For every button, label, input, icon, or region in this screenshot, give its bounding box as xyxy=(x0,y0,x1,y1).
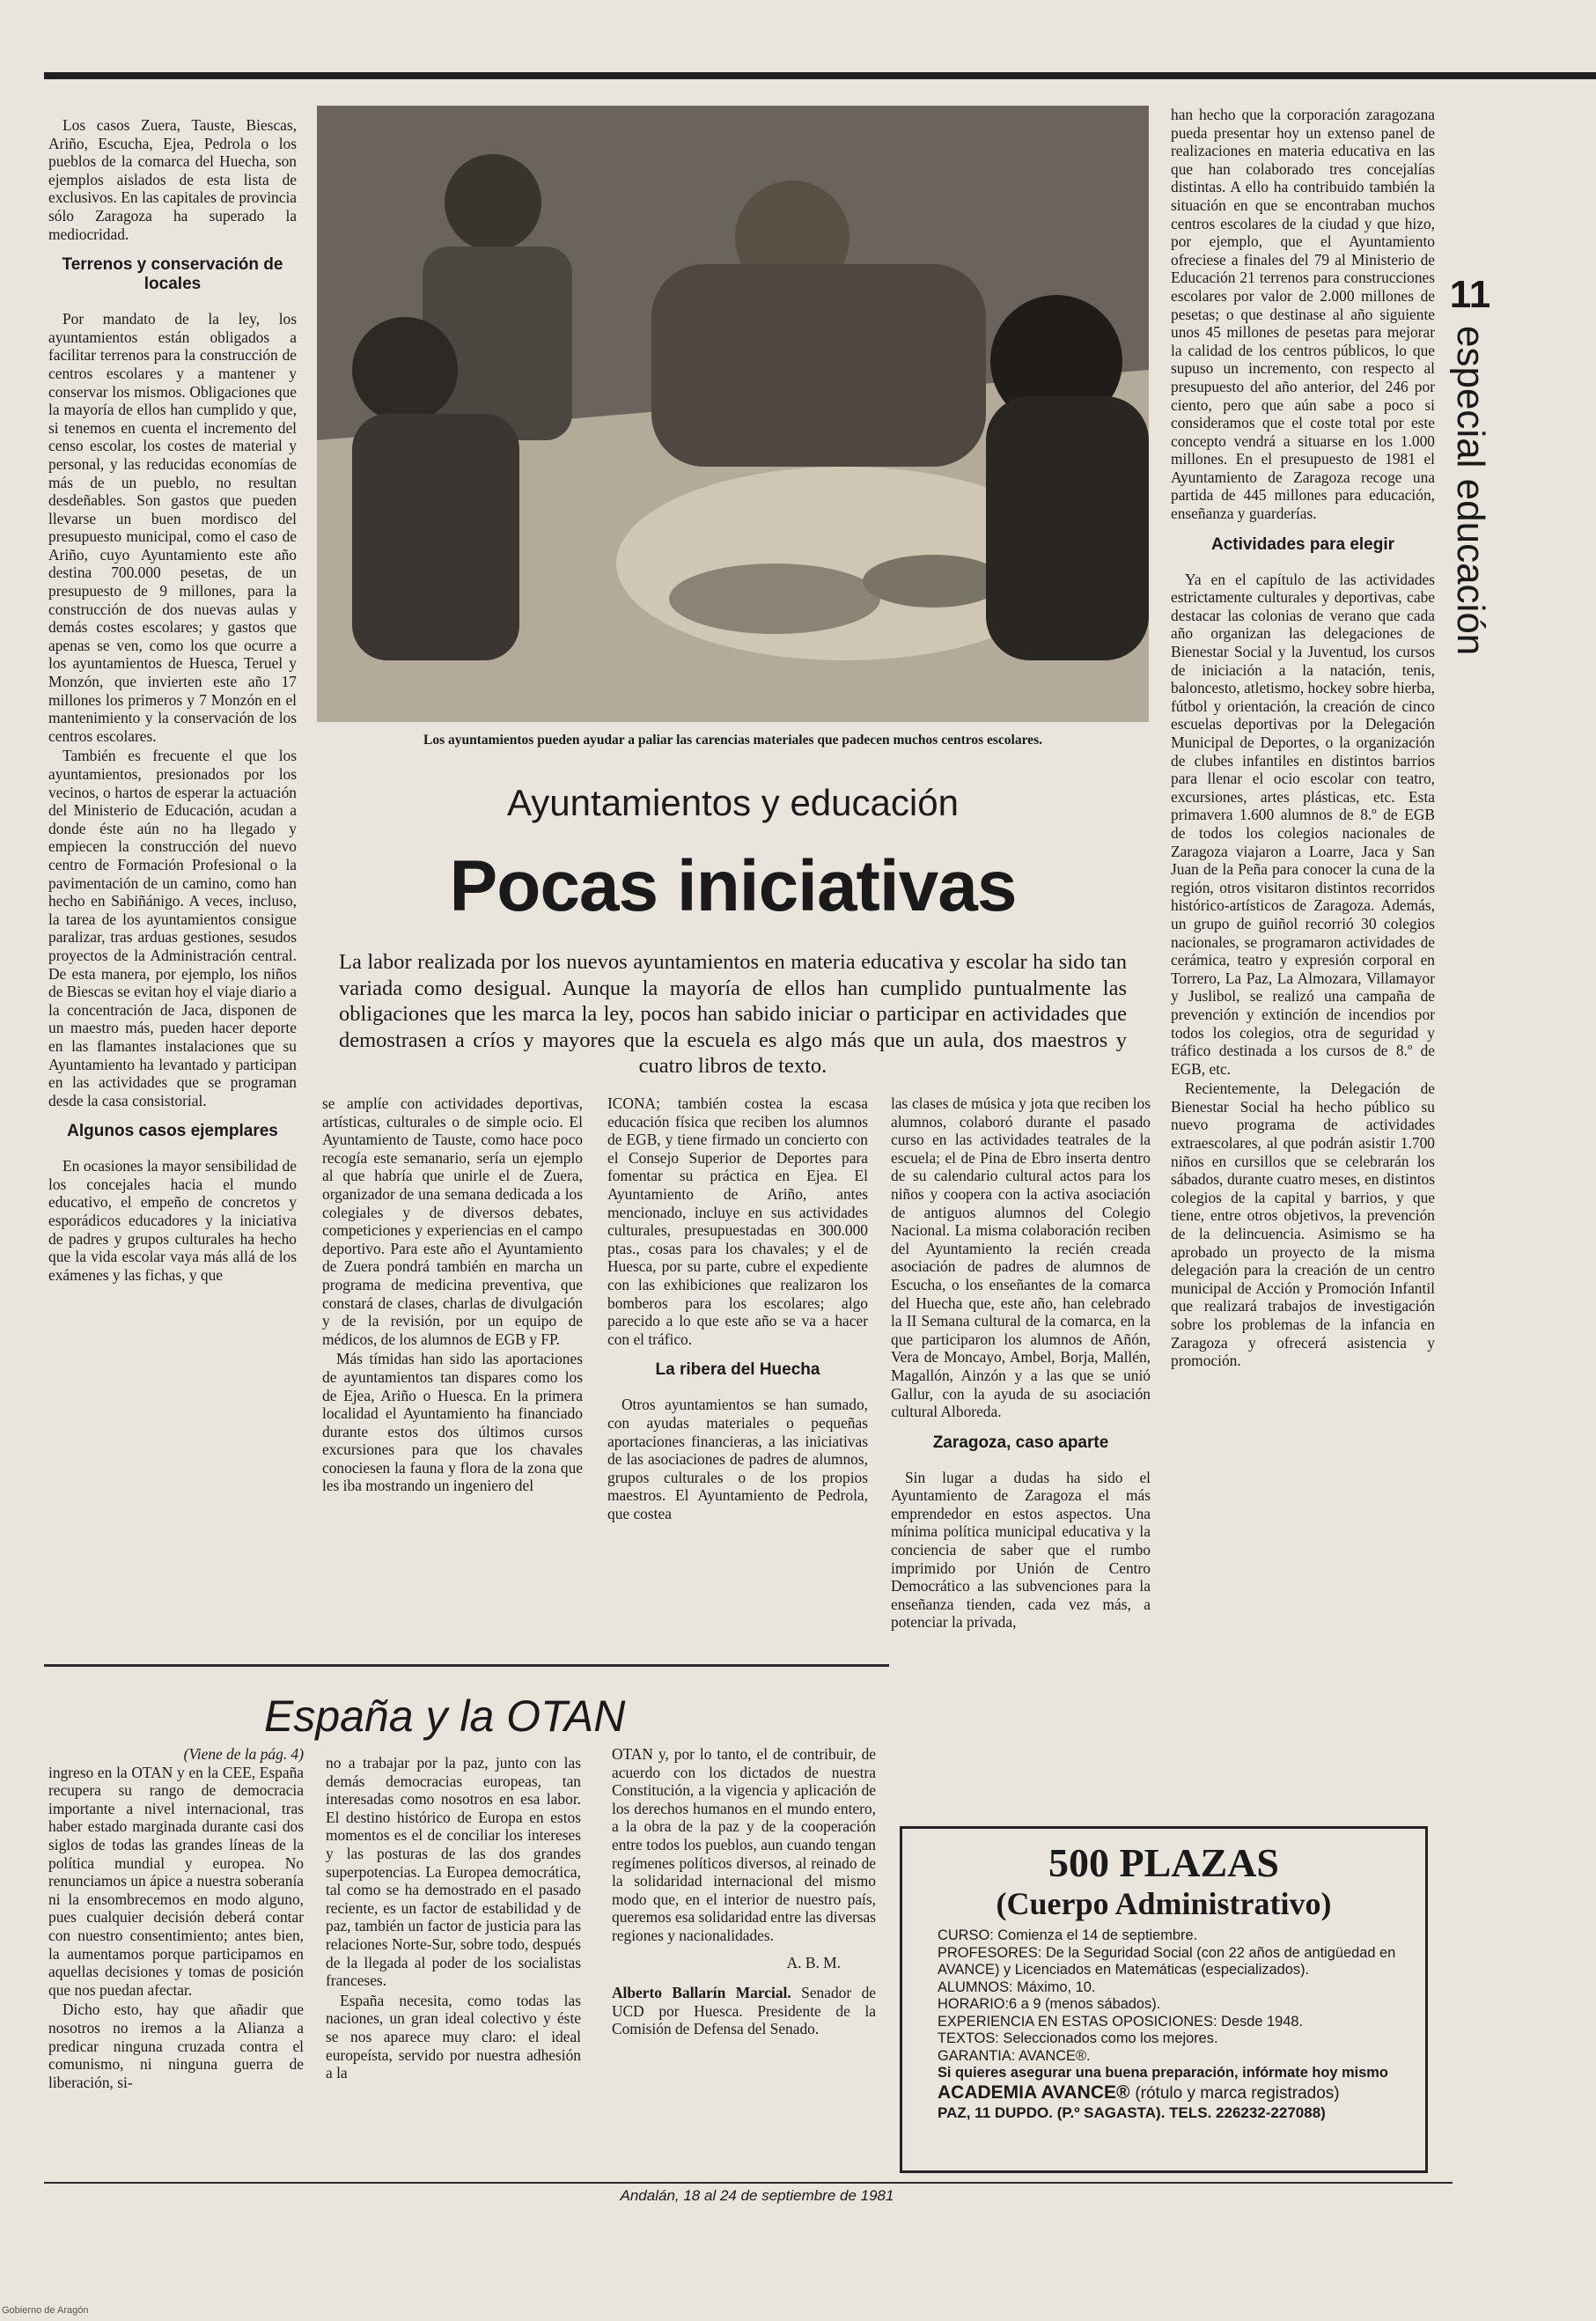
otan-paragraph: Dicho esto, hay que añadir que nosotros no iremos a la Alianza a predicar ninguna cruzada contra el comunismo, ni ninguna guerra de liberación, si- xyxy=(48,2000,304,2091)
otan-paragraph: ingreso en la OTAN y en la CEE, España recupera su rango de democracia importante a nivel internacional, tras haber estado marginada durante casi dos siglos de todas las grandes líneas de la política mundial y europea. No renunciamos un ápice a nuestra soberanía ni la ensombrecemos en modo alguno, pues cualquier decisión deberá contar con nuestro consentimiento; antes bien, la aumentamos porque participamos en aquellas decisiones y tomas de posición que nos puedan afectar. xyxy=(48,1763,304,1999)
ad-line: TEXTOS: Seleccionados como los mejores. xyxy=(938,2030,1218,2046)
ad-line: CURSO: Comienza el 14 de septiembre. xyxy=(938,1927,1198,1943)
initials-signature: A. B. M. xyxy=(786,1953,841,1971)
otan-column-2 xyxy=(326,1754,581,2084)
page-footer: Andalán, 18 al 24 de septiembre de 1981 xyxy=(620,2187,894,2204)
col1-paragraph: En ocasiones la mayor sensibilidad de los concejales hacia el mundo educativo, el empeño de concretos y esporádicos educadores y la iniciativa de padres y grupos culturales ha hecho que la vida escolar vaya más allá de los exámenes y las fichas, y que xyxy=(48,1157,297,1284)
ad-line: HORARIO:6 a 9 (menos sábados). xyxy=(938,1996,1161,2012)
ad-line: Si quieres asegurar una buena preparación, infórmate hoy mismo xyxy=(938,2065,1388,2081)
section-divider xyxy=(44,1664,889,1667)
col4-paragraph: Sin lugar a dudas ha sido el Ayuntamiento de Zaragoza el más emprendedor en estos aspectos. Una mínima política municipal educativa y la conciencia de saber que el rumbo imprimido por Unión de Centro Democrático a las subvenciones para la enseñanza tienden, cada vez más, a potenciar la privada, xyxy=(891,1468,1151,1632)
subheading-ribera: La ribera del Huecha xyxy=(655,1360,820,1380)
col5-paragraph: Recientemente, la Delegación de Bienestar Social ha hecho público su nuevo programa de actividades extraescolares, al que podrán asistir 1.700 niños en cursillos que se celebrarán los sábados, durante cuatro meses, en distintos colegios de la capital y barrios, y que tiene, entre otros objetivos, la prevención de la delincuencia. Asimismo se ha aprobado un proyecto de la misma delegación para la creación de un centro municipal de Acción y Promoción Infantil que realizará trabajos de investigación sobre los problemas de la infancia en Zaragoza y ofrecerá asistencia y promoción. xyxy=(1171,1079,1435,1370)
article-photo xyxy=(317,106,1149,722)
col5-paragraph: han hecho que la corporación zaragozana pueda presentar hoy un extenso panel de realizaciones en materia educativa en las que han colaborado tres concejalías distintas. A ello ha contribuido también la situación en que se encontraban muchos centros escolares de la ciudad y que hizo, por ejemplo, que el Ayuntamiento ofreciese a finales del 79 al Ministerio de Educación 21 terrenos para construcciones escolares por valor de 2.000 millones de pesetas; o que destinase al año siguiente unos 45 millones de pesetas para mejorar la calidad de los centros públicos, lo que supuso un incremento, con respecto al presupuesto del año anterior, del 246 por ciento, pero que aún sabe a poco si consideramos que el coste total por este concepto vendrá a situarse en los 1.000 millones. En el presupuesto de 1981 el Ayuntamiento de Zaragoza recoge una partida de 445 millones para educación, enseñanza y guarderías. xyxy=(1171,106,1435,523)
continued-note: (Viene de la pág. 4) xyxy=(183,1745,304,1763)
col5-paragraph: Ya en el capítulo de las actividades estrictamente culturales y deportivas, cabe destacar las colonias de verano que cada año organizan las delegaciones de Bienestar Social y la Juventud, los cursos de iniciación a la natación, tenis, baloncesto, atletismo, hockey sobre hierba, fútbol y orientación, la creación de cinco escuelas deportivas por la Delegación Municipal de Deportes, o la organización de clubes infantiles en distintos barrios para llenar el ocio escolar con teatro, excursiones, artes plásticas, etc. Esta primavera 1.600 alumnos de 8.º de EGB de todos los colegios nacionales de Zaragoza viajaron a Loarre, Jaca y San Juan de la Peña para conocer la cuna de la región, otros visitaron distintos recorridos histórico-artísticos de Zaragoza. Además, un grupo de guiñol recorrió 30 colegios nacionales, se programaron actividades de cerámica, teatro y expresión corporal en Torrero, La Paz, La Almozara, Villamayor y Juslibol, se realizó una campaña de prevención y extinción de incendios por todos los colegios, otra de seguridad y tráfico destinada a los cursos de 8.º de EGB, etc. xyxy=(1171,570,1435,1078)
ad-subtitle: (Cuerpo Administrativo) xyxy=(996,1886,1332,1921)
ad-title: 500 PLAZAS xyxy=(1048,1840,1279,1885)
article-dek: La labor realizada por los nuevos ayuntamientos en materia educativa y escolar ha sido tan variada como desigual. Aunque la mayoría de ellos han cumplido puntualmente las obligaciones que les marca la ley, pocos han sabido iniciar o participar en actividades que demostrasen a críos y mayores que la escuela es algo más que un aula, dos maestros y cuatro libros de texto. xyxy=(339,950,1127,1078)
otan-column-3 xyxy=(612,1745,876,2038)
archive-credit: Gobierno de Aragón xyxy=(2,2305,89,2316)
subheading-zaragoza: Zaragoza, caso aparte xyxy=(932,1433,1109,1452)
top-rule xyxy=(44,72,1596,79)
otan-column-1 xyxy=(48,1745,304,2093)
otan-paragraph: no a trabajar por la paz, junto con las demás democracias europeas, tan interesadas como nosotros en esa labor. El destino histórico de Europa en estos momentos es el de conciliar los intereses y las posturas de las dos grandes superpotencias. La Europea democrática, tal como se ha demostrado en el pasado reciente, es un factor de estabilidad y de paz, también un factor de justicia para las relaciones Norte-Sur, sobre todo, después de la llegada al poder de los socialistas franceses. xyxy=(326,1754,581,1990)
col2-paragraph: se amplíe con actividades deportivas, artísticas, culturales o de simple ocio. El Ayuntamiento de Tauste, como hace poco recogía este semanario, sería un ejemplo al que habría que unirle el de Zuera, organizador de una semana dedicada a los colegiales y de diversos debates, competiciones y experiencias en el campo deportivo. Para este año el Ayuntamiento de Zuera pondrá también en marcha un programa de medicina preventiva, que constará de clases, charlas de divulgación y de la revisión, por un equipo de médicos, de los alumnos de EGB y FP. xyxy=(322,1094,583,1348)
subheading-casos: Algunos casos ejemplares xyxy=(67,1122,278,1141)
column-1 xyxy=(48,116,297,1286)
column-4 xyxy=(891,1094,1151,1633)
author-bio: Senador de UCD por Huesca. Presidente de la Comisión de Defensa del Senado. xyxy=(612,1984,877,2038)
ad-line: PROFESORES: De la Seguridad Social (con 22 años de antigüedad en AVANCE) y Licenciados en Matemáticas (especializados). xyxy=(938,1944,1396,1978)
subheading-actividades: Actividades para elegir xyxy=(1210,534,1395,554)
col1-paragraph: Por mandato de la ley, los ayuntamientos están obligados a facilitar terrenos para la construcción de centros escolares y a mantener y conservar los mismos. Obligaciones que la mayoría de ellos han cumplido y que, si tenemos en cuenta el incremento del censo escolar, los costes de material y personal, y las reducidas economías de más de un pueblo, no resultan desdeñables. Son gastos que pueden llevarse un buen mordisco del presupuesto municipal, como el caso de Ariño, cuyo Ayuntamiento este año destina 700.000 pesetas, de un presupuesto de 9 millones, para la construcción de dos nuevas aulas y demás costes escolares; y gastos que apenas se ven, como los que ocurre a los ayuntamientos de Huesca, Teruel y Monzón, que invierten este año 17 millones los primeros y 7 Monzón en el mantenimiento y la conservación de los centros escolares. xyxy=(48,310,297,745)
ad-academy-note: (rótulo y marca registrados) xyxy=(1135,2083,1340,2103)
section-title: especial educación xyxy=(1449,326,1492,656)
otan-title: España y la OTAN xyxy=(264,1691,626,1741)
ad-academy xyxy=(920,2082,1408,2104)
author-name: Alberto Ballarín Marcial. xyxy=(612,1984,791,2002)
column-3 xyxy=(607,1094,868,1524)
col1-paragraph: También es frecuente el que los ayuntamientos, presionados por los vecinos, o hartos de esperar la actuación del Ministerio de Educación, acudan a donde éste aún no ha llegado y empiecen la construcción del nuevo centro de Formación Profesional o la pavimentación de un camino, como han hecho en Sabiñánigo. A veces, incluso, la tarea de los ayuntamientos consigue paralizar, tras arduas gestiones, sesudos proyectos de la Administración central. De esta manera, por ejemplo, los niños de Biescas se evitan hoy el viaje diario a la concentración de Jaca, disponen de un maestro más, pueden hacer deporte en las flamantes instalaciones que su Ayuntamiento ha levantado y participan en las actividades que se programan desde la casa consistorial. xyxy=(48,747,298,1109)
ad-address: PAZ, 11 DUPDO. (P.º SAGASTA). TELS. 226232-227088) xyxy=(938,2104,1326,2121)
photo-caption: Los ayuntamientos pueden ayudar a paliar las carencias materiales que padecen muchos centros escolares. xyxy=(423,733,1042,748)
col2-paragraph: Más tímidas han sido las aportaciones de ayuntamientos tan dispares como los de Ejea, Ariño o Huesca. En la primera localidad el Ayuntamiento ha financiado durante estos dos últimos cursos excursiones para que los chavales conociesen la fauna y flora de la zona que les iba mostrando un ingeniero del xyxy=(322,1350,583,1495)
ad-line: GARANTIA: AVANCE®. xyxy=(938,2047,1091,2064)
column-2 xyxy=(322,1094,583,1497)
ad-academy-name: ACADEMIA AVANCE® xyxy=(938,2082,1130,2103)
advertisement xyxy=(900,1826,1428,2173)
page-number: 11 xyxy=(1449,273,1491,316)
otan-paragraph: España necesita, como todas las naciones, un gran ideal colectivo y éste se nos aparece muy claro: el ideal europeísta, servido por nuestra adhesión a la xyxy=(326,1991,581,2082)
article-headline: Pocas iniciativas xyxy=(449,846,1017,926)
col3-paragraph: ICONA; también costea la escasa educación física que reciben los alumnos de EGB, y tiene firmado un concierto con el Consejo Superior de Deportes para fomentar su práctica en Ejea. El Ayuntamiento de Ariño, antes mencionado, incluye en sus actividades culturales, presupuestadas en 300.000 ptas., cosas para los chavales; y el de Huesca, por su parte, cubre el expediente con las exhibiciones que realizaron los bomberos para los escolares; algo parecido a lo que este año se va a hacer con el tráfico. xyxy=(607,1094,868,1348)
section-label xyxy=(1444,273,1497,678)
col4-paragraph: las clases de música y jota que reciben los alumnos, colaboró durante el pasado curso en las actividades teatrales de la escuela; el de Pina de Ebro inserta dentro de su calendario cultural actos para los niños y coopera con la activa asociación de antiguos alumnos del Colegio Nacional. La misma colaboración reciben del Ayuntamiento la recién creada asociación de padres de alumnos de Escucha, o los enseñantes de la comarca del Huecha que, este año, han celebrado la II Semana cultural de la comarca, en la que participaron los alumnos de Añón, Vera de Moncayo, Ambel, Borja, Mallén, Magallón, Ainzón y a las que se unió Gallur, con la ayuda de su asociación cultural Alboreda. xyxy=(891,1094,1151,1421)
article-kicker: Ayuntamientos y educación xyxy=(507,782,959,823)
col3-paragraph: Otros ayuntamientos se han sumado, con ayudas materiales o pequeñas aportaciones financieras, a las iniciativas de las asociaciones de padres de alumnos, grupos culturales o de los propios maestros. El Ayuntamiento de Pedrola, que costea xyxy=(607,1396,868,1522)
column-5 xyxy=(1171,106,1435,1372)
ad-line: EXPERIENCIA EN ESTAS OPOSICIONES: Desde 1948. xyxy=(938,2013,1304,2030)
col1-paragraph: Los casos Zuera, Tauste, Biescas, Ariño, Escucha, Ejea, Pedrola o los pueblos de la comarca del Huecha, son ejemplos aislados de esta lista de exclusivos. En las capitales de provincia sólo Zaragoza ha superado la mediocridad. xyxy=(48,116,297,243)
footer-rule xyxy=(44,2182,1453,2184)
ad-line: ALUMNOS: Máximo, 10. xyxy=(938,1978,1096,1995)
subheading-terrenos: Terrenos y conservación de locales xyxy=(62,255,283,294)
author-note xyxy=(612,1984,876,2038)
photo-illustration xyxy=(317,106,1149,722)
otan-paragraph: OTAN y, por lo tanto, el de contribuir, de acuerdo con los dictados de nuestra Constitución, a la vigencia y aplicación de los derechos humanos en el mundo entero, a la obra de la paz y de la cooperación entre todos los pueblos, aun cuando tengan regímenes políticos diversos, al reinado de la solidaridad internacional del mismo modo que, en el interior de nuestro país, queremos esa solidaridad entre las diversas regiones y nacionalidades. xyxy=(612,1745,876,1944)
